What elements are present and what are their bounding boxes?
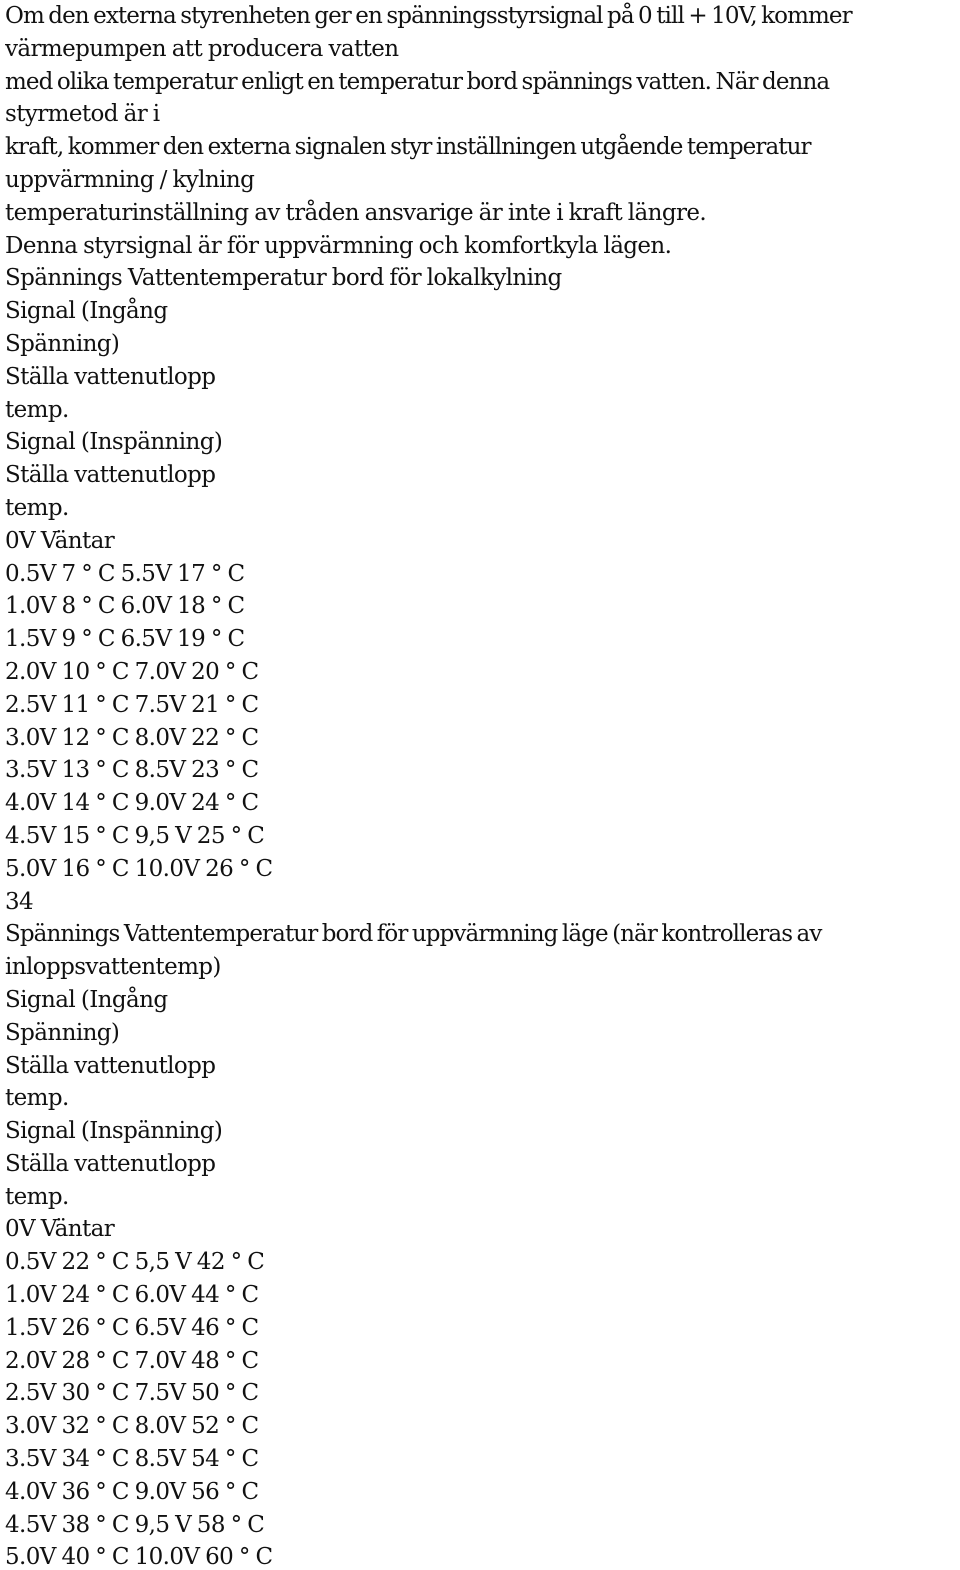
table-row: 3.0V 32 ° C 8.0V 52 ° C bbox=[5, 1413, 259, 1440]
heating-table bbox=[5, 918, 956, 1570]
cooling-table-title: Spännings Vattentemperatur bord för lokalkylning bbox=[5, 265, 562, 292]
page-number: 34 bbox=[5, 888, 34, 915]
table-header: temp. bbox=[5, 494, 69, 521]
intro-line: styrmetod är i bbox=[5, 101, 160, 128]
table-header: Signal (Inspänning) bbox=[5, 1118, 223, 1145]
table-row: 1.0V 24 ° C 6.0V 44 ° C bbox=[5, 1282, 259, 1309]
table-row: 2.0V 10 ° C 7.0V 20 ° C bbox=[5, 658, 259, 685]
table-row: 0.5V 22 ° C 5,5 V 42 ° C bbox=[5, 1249, 265, 1276]
table-header: temp. bbox=[5, 396, 69, 423]
table-header: Signal (Ingång bbox=[5, 986, 168, 1013]
table-row: 2.0V 28 ° C 7.0V 48 ° C bbox=[5, 1347, 259, 1374]
table-header: Ställa vattenutlopp bbox=[5, 1052, 216, 1079]
table-row: 4.0V 14 ° C 9.0V 24 ° C bbox=[5, 790, 259, 817]
table-row: 0V Väntar bbox=[5, 527, 115, 554]
intro-line: Om den externa styrenheten ger en spänningsstyrsignal på 0 till + 10V, kommer bbox=[5, 3, 852, 29]
table-row: 4.5V 38 ° C 9,5 V 58 ° C bbox=[5, 1511, 265, 1538]
table-row: 2.5V 30 ° C 7.5V 50 ° C bbox=[5, 1380, 259, 1407]
intro-line: Denna styrsignal är för uppvärmning och komfortkyla lägen. bbox=[5, 232, 672, 259]
table-row: 1.5V 9 ° C 6.5V 19 ° C bbox=[5, 626, 245, 653]
intro-line: med olika temperatur enligt en temperatur bord spännings vatten. När denna bbox=[5, 68, 830, 95]
table-header: temp. bbox=[5, 1085, 69, 1112]
table-row: 4.5V 15 ° C 9,5 V 25 ° C bbox=[5, 822, 265, 849]
table-header: Ställa vattenutlopp bbox=[5, 363, 216, 390]
intro-paragraph bbox=[5, 0, 956, 262]
table-header: Spänning) bbox=[5, 1019, 120, 1046]
table-row: 4.0V 36 ° C 9.0V 56 ° C bbox=[5, 1478, 259, 1505]
intro-line: uppvärmning / kylning bbox=[5, 166, 255, 193]
table-row: 3.5V 34 ° C 8.5V 54 ° C bbox=[5, 1446, 259, 1473]
intro-line: värmepumpen att producera vatten bbox=[5, 35, 399, 62]
table-row: 3.0V 12 ° C 8.0V 22 ° C bbox=[5, 724, 259, 751]
table-row: 0.5V 7 ° C 5.5V 17 ° C bbox=[5, 560, 245, 587]
table-header: Signal (Ingång bbox=[5, 298, 168, 325]
intro-line: temperaturinställning av tråden ansvarige är inte i kraft längre. bbox=[5, 199, 707, 226]
table-row: 1.0V 8 ° C 6.0V 18 ° C bbox=[5, 593, 245, 620]
heating-table-title: inloppsvattentemp) bbox=[5, 954, 221, 981]
table-row: 0V Väntar bbox=[5, 1216, 115, 1243]
cooling-table bbox=[5, 262, 956, 885]
table-header: Ställa vattenutlopp bbox=[5, 1150, 216, 1177]
intro-line: kraft, kommer den externa signalen styr inställningen utgående temperatur bbox=[5, 134, 811, 161]
table-row: 1.5V 26 ° C 6.5V 46 ° C bbox=[5, 1314, 259, 1341]
table-row: 3.5V 13 ° C 8.5V 23 ° C bbox=[5, 757, 259, 784]
table-header: Signal (Inspänning) bbox=[5, 429, 223, 456]
table-header: Ställa vattenutlopp bbox=[5, 462, 216, 489]
table-header: Spänning) bbox=[5, 330, 120, 357]
table-row: 2.5V 11 ° C 7.5V 21 ° C bbox=[5, 691, 259, 718]
table-header: temp. bbox=[5, 1183, 69, 1210]
heating-table-title: Spännings Vattentemperatur bord för uppvärmning läge (när kontrolleras av bbox=[5, 921, 822, 948]
table-row: 5.0V 16 ° C 10.0V 26 ° C bbox=[5, 855, 273, 882]
table-row: 5.0V 40 ° C 10.0V 60 ° C bbox=[5, 1544, 273, 1570]
